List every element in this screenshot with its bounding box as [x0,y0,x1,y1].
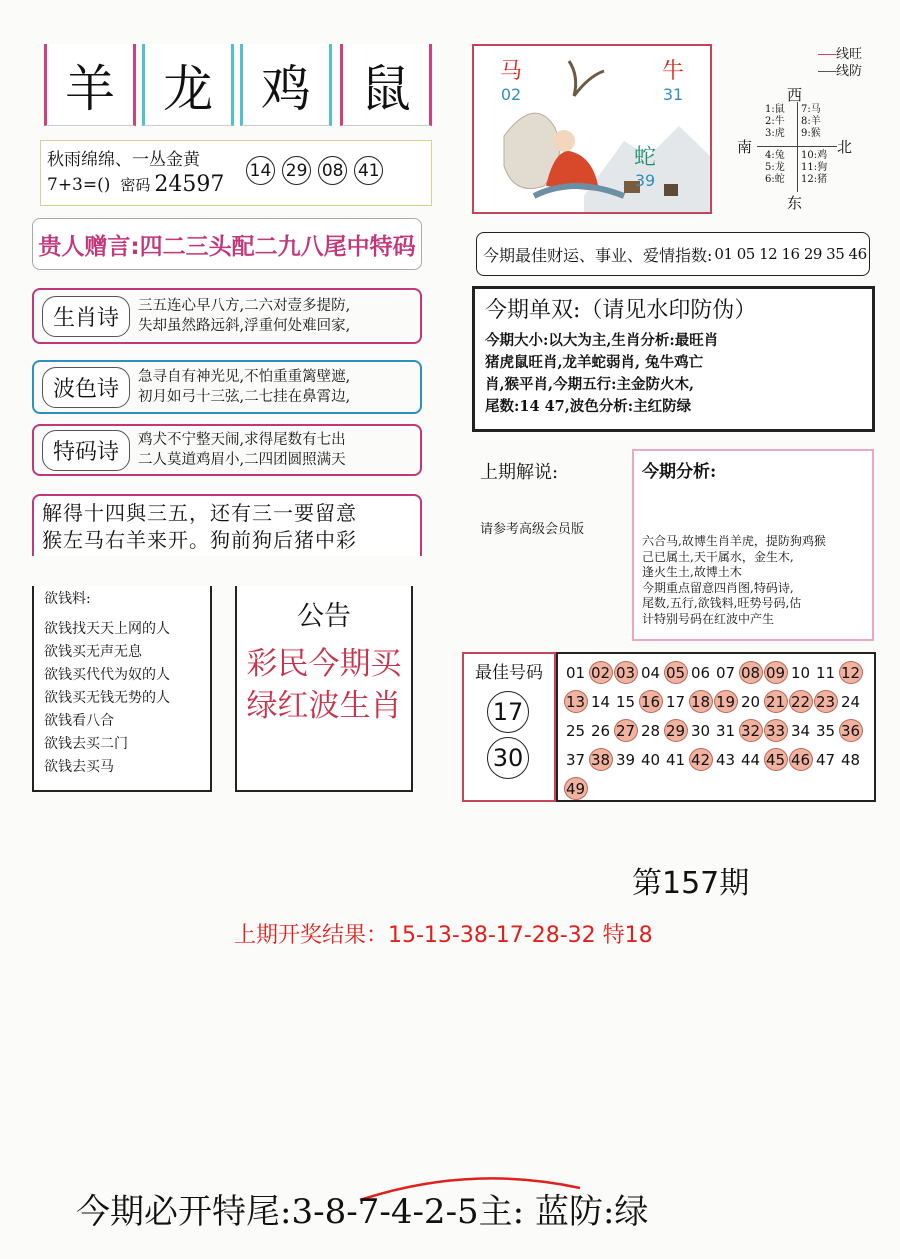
analysis-line: 尾数,五行,欲钱料,旺势号码,估 [642,596,802,610]
analysis-line: 己已属土,天干属水，金生木, [642,549,794,564]
number-cell: 14 [590,692,611,711]
riddle2-line: 解得十四與三五，还有三一要留意 [42,501,357,525]
compass-south: 南 [737,138,753,156]
number-cell: 25 [565,721,586,740]
number-cell: 04 [640,663,661,682]
legend-label: 线旺 [836,47,863,62]
notice-title: 公告 [297,601,351,632]
best-picks [462,652,556,802]
number-cell: 47 [815,750,836,769]
analysis-box [632,449,874,641]
code-label: 密码 [120,176,151,194]
compass-top-left [765,104,785,140]
riddle-line1: 秋雨绵绵、一丛金黄 [47,150,200,170]
picture-label-ox [662,54,684,104]
number-cell: 07 [715,663,736,682]
number-cell: 01 [565,663,586,682]
riddle-numbers [246,156,385,185]
money-item: 欲钱买无钱无势的人 [44,690,170,706]
number-cell: 23 [814,690,838,713]
number-cell: 26 [590,721,611,740]
picture-label-snake [634,140,656,190]
last-explain [480,458,625,537]
poem-color [32,360,422,414]
fortune-label: 今期最佳财运、事业、爱情指数: [483,245,713,265]
number-cell: 37 [565,750,586,769]
zodiac-cell: 鸡 [240,44,332,126]
number-cell: 44 [740,750,761,769]
poem-line: 二人莫道鸡眉小,二四团圆照满天 [138,452,346,468]
poem-line: 失却虽然路远斜,浮重何处难回家, [138,318,351,334]
poem-line: 急寻自有神光见,不怕重重篱壁遮, [138,369,351,385]
number-cell: 05 [664,661,688,684]
fortune-numbers: 01 05 12 16 29 35 46 [714,245,867,263]
number-cell: 31 [715,721,736,740]
number-cell: 12 [839,661,863,684]
money-box [32,586,212,792]
picture-box [472,44,712,214]
analysis-line: 今期重点留意四肖图,特码诗, [642,580,794,595]
compass-cell: 10:鸡 [801,150,828,161]
money-item: 欲钱去买二门 [44,736,128,752]
compass [735,82,865,212]
analysis-line: 逢火生土,故博土木 [642,565,742,579]
zodiac-label: 牛 [662,59,685,84]
money-item: 欲钱去买马 [44,759,114,775]
compass-top-right [801,104,821,140]
number-cell: 39 [615,750,636,769]
compass-bottom-left [765,150,785,186]
compass-north: 北 [837,138,853,156]
zodiac-cell: 龙 [142,44,234,126]
banner-text: 贵人赠言:四二三头配二九八尾中特码 [38,233,416,260]
fortune-box [476,232,870,276]
compass-cell: 9:猴 [801,128,821,139]
number-cell: 24 [840,692,861,711]
odd-even-title: 今期单双:（请见水印防伪） [485,298,757,323]
number-grid [556,652,876,802]
number-cell: 38 [589,748,613,771]
riddle2-line: 猴左马右羊来开。狗前狗后猪中彩 [42,528,357,552]
odd-even-line: 肖,猴平肖,今期五行:主金防火木, [485,376,694,393]
number-cell: 41 [665,750,686,769]
number-cell: 30 [690,721,711,740]
zodiac-cell: 鼠 [340,44,432,126]
picture-label-horse [500,54,522,104]
number-cell: 27 [614,719,638,742]
number-cell: 45 [764,748,788,771]
compass-cell: 12:猪 [801,174,828,185]
money-item: 欲钱买无声无息 [44,644,142,660]
money-item: 欲钱买代代为奴的人 [44,667,170,683]
number-cell: 33 [764,719,788,742]
number-cell: 46 [789,748,813,771]
riddle-number: 41 [354,156,383,185]
compass-cell: 4:兔 [765,150,785,161]
analysis-body [642,534,864,627]
poem-special [32,424,422,476]
compass-legend [818,46,862,80]
number-cell: 13 [564,690,588,713]
best-pick-list [464,737,554,779]
compass-cell: 5:龙 [765,162,785,173]
riddle-number: 29 [282,156,311,185]
number-cell: 20 [740,692,761,711]
riddle-number: 08 [318,156,347,185]
money-item: 欲钱找天天上网的人 [44,621,170,637]
number-cell: 48 [840,750,861,769]
money-item: 欲钱看八合 [44,713,114,729]
number-cell: 03 [614,661,638,684]
poem-line: 初月如弓十三弦,二七挂在鼻霄边, [138,389,351,405]
best-pick: 30 [487,737,529,779]
analysis-title: 今期分析: [642,462,717,482]
best-pick-list [464,691,554,733]
legend-item [818,46,862,63]
compass-cell: 6:蛇 [765,174,785,185]
zodiac-number: 02 [500,85,522,104]
poem-label: 生肖诗 [42,296,130,337]
number-cell: 16 [639,690,663,713]
riddle-line2: 7+3=() [47,174,111,195]
zodiac-label: 马 [500,59,523,84]
zodiac-number: 31 [662,85,684,104]
code-value: 24597 [154,172,225,197]
number-cell: 09 [764,661,788,684]
odd-even-box [472,286,875,432]
compass-west: 西 [787,86,803,104]
best-label: 最佳号码 [475,663,543,683]
number-cell: 19 [714,690,738,713]
zodiac-label: 蛇 [634,145,657,170]
riddle-number: 14 [246,156,275,185]
number-cell: 22 [789,690,813,713]
zodiac-cell: 羊 [44,44,136,126]
number-cell: 36 [839,719,863,742]
notice-line: 彩民今期买 [246,646,402,682]
poem-label: 特码诗 [42,430,130,471]
number-cell: 06 [690,663,711,682]
number-cell: 10 [790,663,811,682]
number-cell: 08 [739,661,763,684]
number-cell: 21 [764,690,788,713]
number-cell: 43 [715,750,736,769]
issue-number: 第157期 [632,866,750,901]
compass-bottom-right [801,150,827,186]
poem-line: 鸡犬不宁整天闹,求得尾数有七出 [138,432,346,448]
number-cell: 40 [640,750,661,769]
number-cell: 49 [564,777,588,800]
number-cell: 32 [739,719,763,742]
poem-line: 三五连心早八方,二六对壹多提防, [138,298,351,314]
odd-even-line: 尾数:14 47,波色分析:主红防绿 [485,398,692,415]
last-result: 上期开奖结果：15-13-38-17-28-32 特18 [234,923,653,948]
last-explain-note: 请参考高级会员版 [480,522,585,537]
footer-text: 今期必开特尾:3-8-7-4-2-5主: 蓝防:绿 [76,1192,649,1232]
compass-cell: 2:牛 [765,116,785,127]
compass-cell: 3:虎 [765,128,785,139]
analysis-line: 计特别号码在红波中产生 [642,611,775,626]
best-pick: 17 [487,691,529,733]
number-cell: 15 [615,692,636,711]
number-cell: 34 [790,721,811,740]
zodiac-number: 39 [634,171,656,190]
compass-cell: 8:羊 [801,116,821,127]
number-cell: 18 [689,690,713,713]
poem-text [138,296,350,336]
compass-cell: 1:鼠 [765,104,785,115]
last-explain-title: 上期解说: [480,462,559,483]
notice-box [235,586,413,792]
legend-label: 线防 [836,64,863,79]
analysis-line: 六合马,故博生肖羊虎，提防狗鸡猴 [642,534,826,548]
compass-east: 东 [787,194,803,212]
poem-label: 波色诗 [42,367,130,408]
notice-line: 绿红波生肖 [246,688,402,724]
compass-cell: 11:狗 [801,162,828,173]
number-cell: 28 [640,721,661,740]
odd-even-line: 猪虎鼠旺肖,龙羊蛇弱肖, 兔牛鸡亡 [485,354,704,371]
poem-text [138,430,346,470]
number-cell: 42 [689,748,713,771]
banner [32,218,422,270]
money-title: 欲钱料: [44,591,91,607]
riddle2-box [32,494,422,556]
legend-item [818,63,862,80]
poem-text [138,367,350,407]
odd-even-line: 今期大小:以大为主,生肖分析:最旺肖 [485,332,719,349]
number-cell: 02 [589,661,613,684]
compass-cell: 7:马 [801,104,821,115]
number-cell: 35 [815,721,836,740]
poem-zodiac [32,288,422,344]
number-cell: 11 [815,663,836,682]
number-cell: 17 [665,692,686,711]
number-cell: 29 [664,719,688,742]
